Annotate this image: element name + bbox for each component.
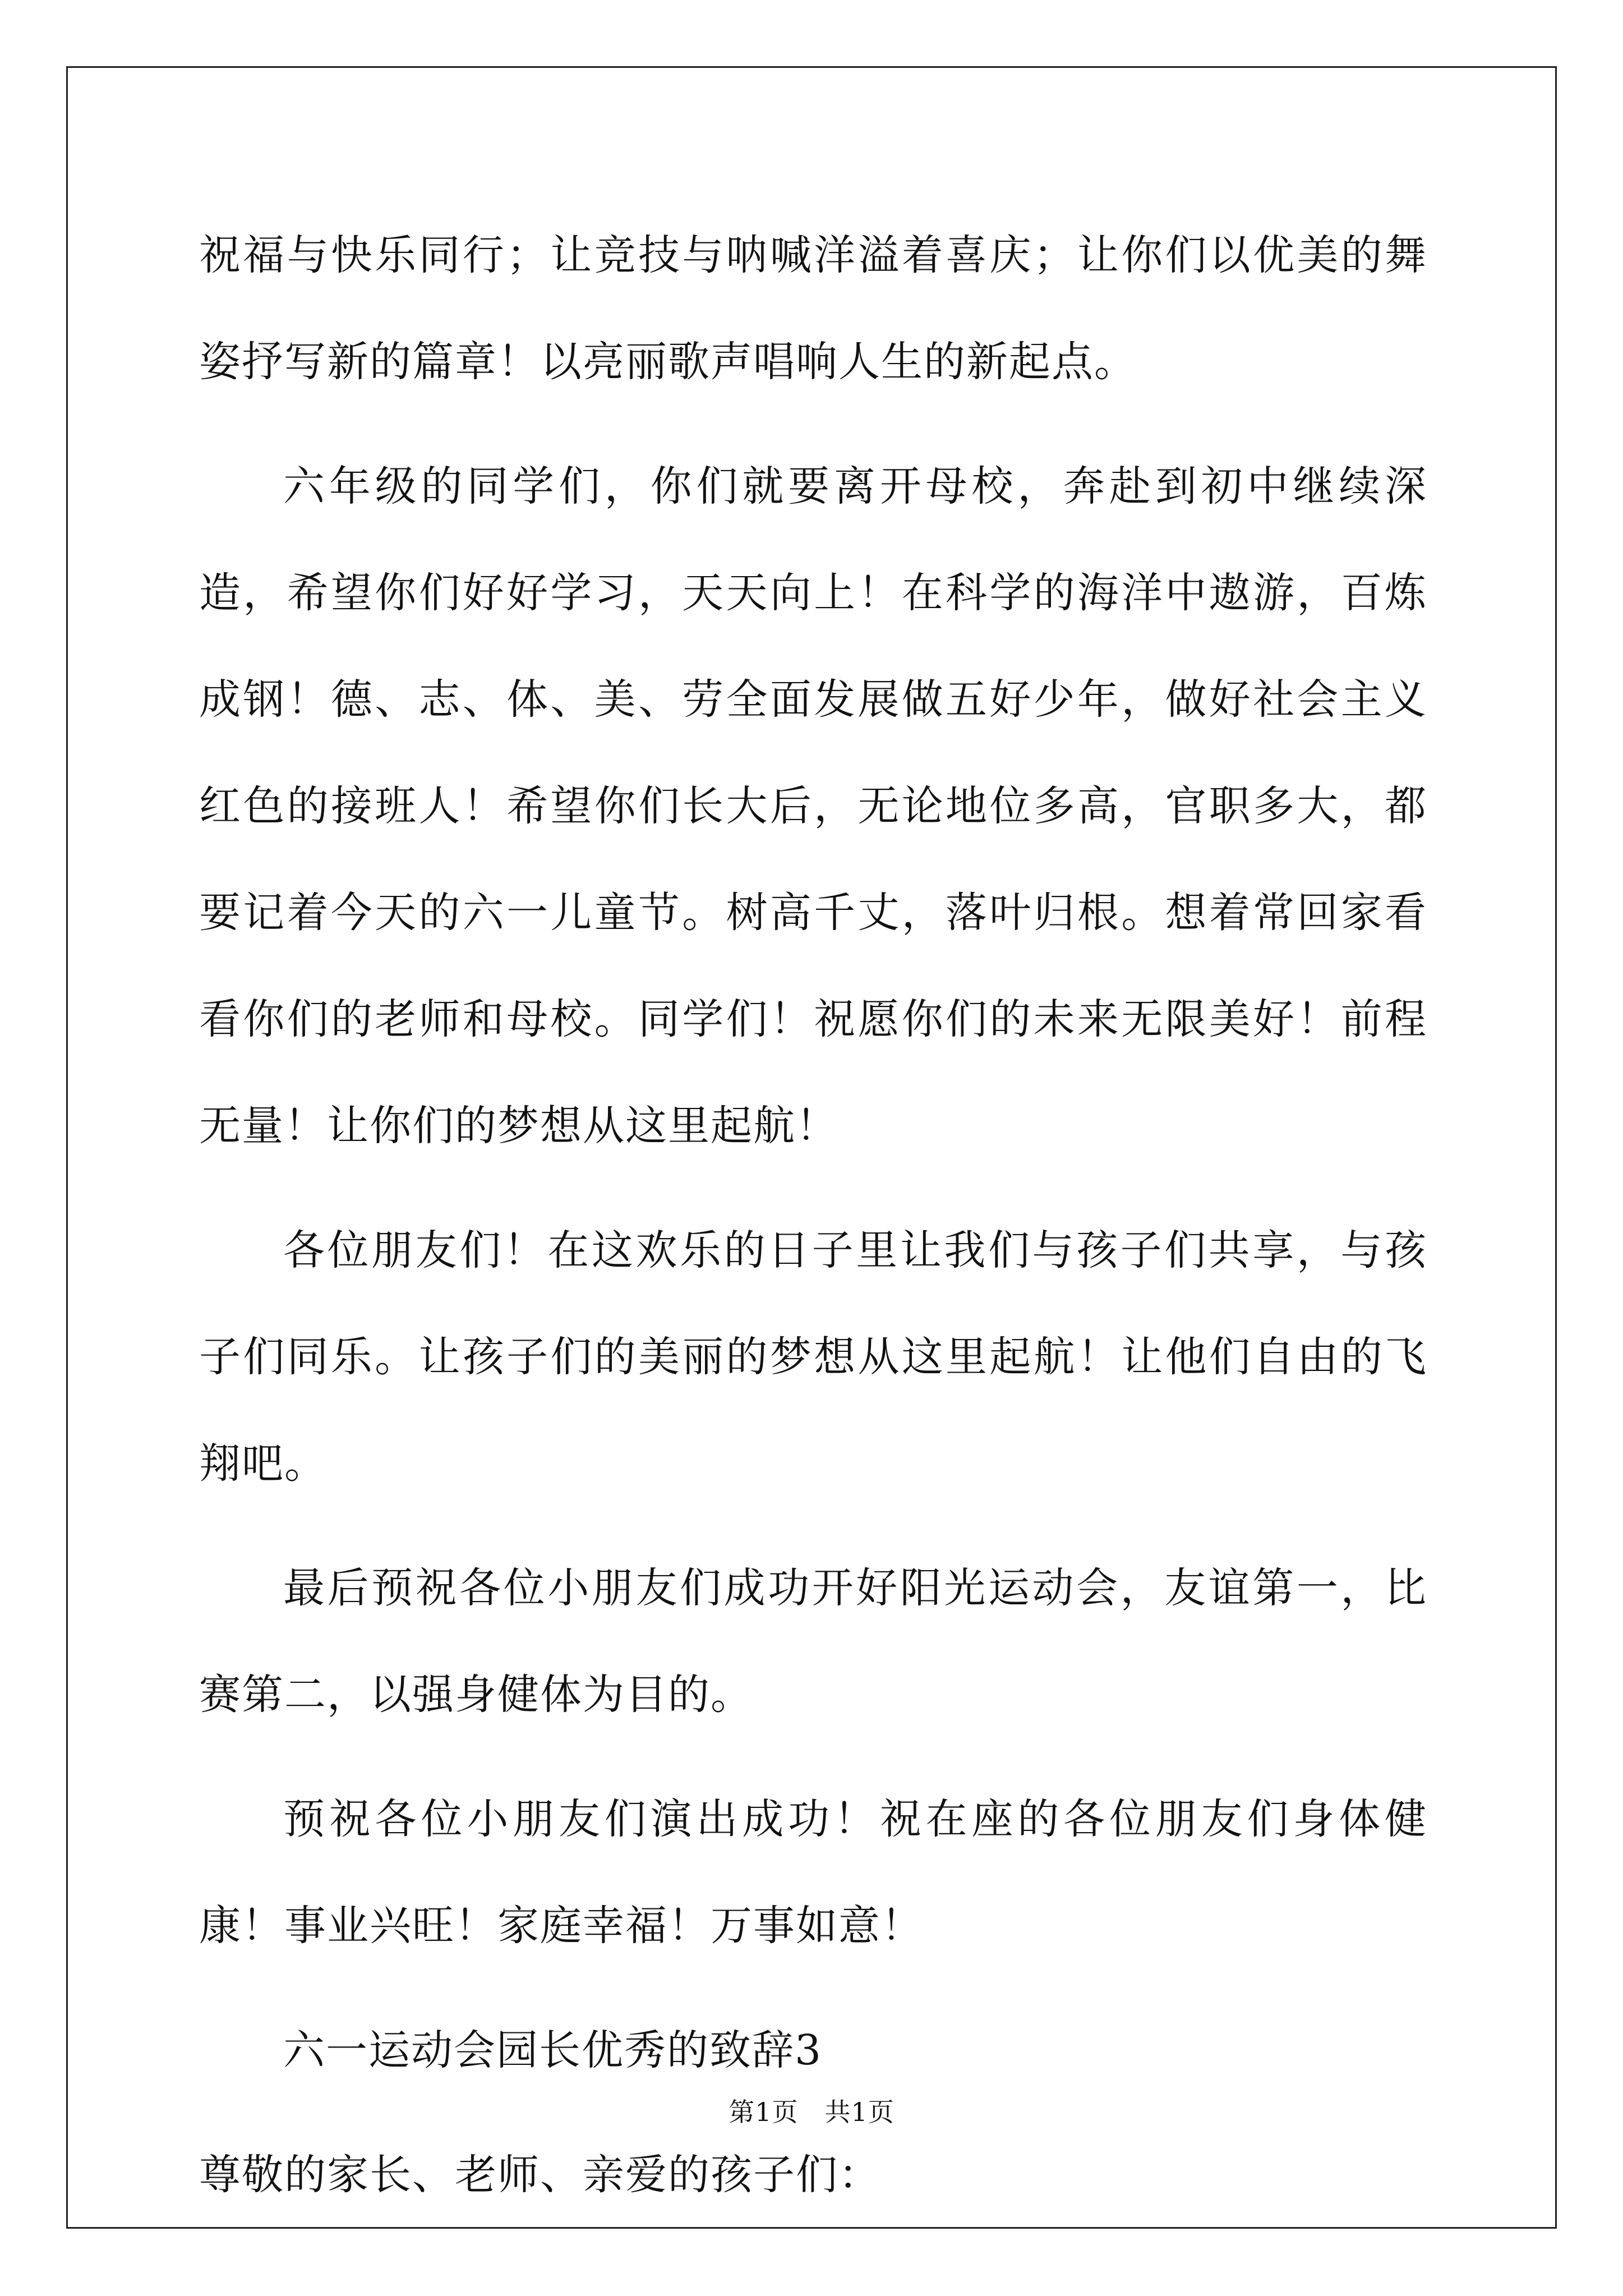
paragraph-3: 各位朋友们！在这欢乐的日子里让我们与孩子们共享，与孩子们同乐。让孩子们的美丽的梦想从这里起航！让他们自由的飞翔吧。 (199, 1226, 1427, 1488)
section-heading: 六一运动会园长优秀的致辞3 (283, 2026, 823, 2074)
paragraph-4: 最后预祝各位小朋友们成功开好阳光运动会，友谊第一，比赛第二，以强身健体为目的。 (199, 1564, 1427, 1719)
paragraph-2: 六年级的同学们，你们就要离开母校，奔赴到初中继续深造，希望你们好好学习，天天向上！在科学的海洋中遨游，百炼成钢！德、志、体、美、劳全面发展做五好少年，做好社会主义红色的接班人！希望你们长大后，无论地位多高，官职多大，都要记着今天的六一儿童节。树高千丈，落叶归根。想着常回家看看你们的老师和母校。同学们！祝愿你们的未来无限美好！前程无量！让你们的梦想从这里起航！ (199, 462, 1427, 1150)
page-number: 第1页 共1页 (728, 2097, 895, 2127)
paragraph-5: 预祝各位小朋友们演出成功！祝在座的各位朋友们身体健康！事业兴旺！家庭幸福！万事如意！ (199, 1795, 1427, 1950)
document-body (199, 202, 1427, 2246)
paragraph-1: 祝福与快乐同行；让竞技与呐喊洋溢着喜庆；让你们以优美的舞姿抒写新的篇章！以亮丽歌声唱响人生的新起点。 (199, 231, 1427, 386)
salutation: 尊敬的家长、老师、亲爱的孩子们： (199, 2151, 881, 2199)
